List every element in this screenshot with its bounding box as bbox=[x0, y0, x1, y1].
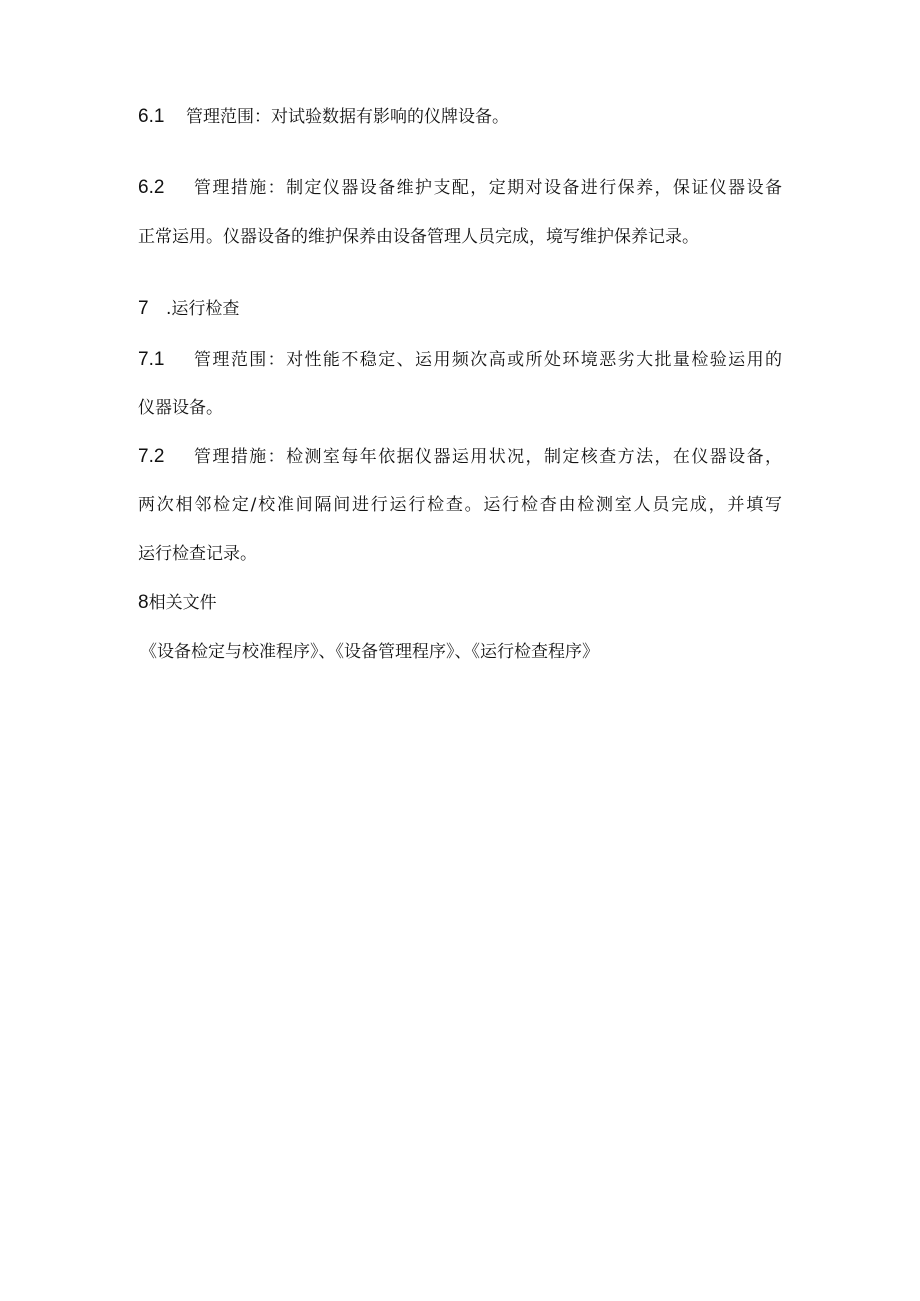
section-text: 管理范围：对试验数据有影响的仪牌设备。 bbox=[186, 107, 509, 127]
section-6-2-cont bbox=[138, 226, 699, 248]
section-7-1 bbox=[138, 349, 782, 371]
section-text-line: 两次相邻检定/校准间隔间进行运行检查。运行检杳由检测室人员完成，并填写 bbox=[138, 495, 782, 515]
section-number: 7.2 bbox=[138, 446, 165, 467]
section-number: 8 bbox=[138, 592, 149, 613]
section-number: 6.2 bbox=[138, 177, 165, 198]
section-6-2 bbox=[138, 177, 782, 199]
section-text-line: 运行检查记录。 bbox=[138, 544, 257, 564]
section-title: .运行检查 bbox=[166, 299, 240, 319]
section-7-2 bbox=[138, 446, 782, 468]
section-7-heading bbox=[138, 298, 239, 320]
section-number: 6.1 bbox=[138, 106, 165, 127]
section-text-line: 仪器设备。 bbox=[138, 398, 223, 418]
section-title: 相关文件 bbox=[148, 593, 217, 613]
related-documents-text: 《设备检定与校准程序》、《设备管理程序》、《运行检查程序》 bbox=[140, 642, 599, 662]
section-number: 7 bbox=[138, 298, 149, 319]
section-7-2-cont bbox=[138, 494, 782, 516]
section-8-heading bbox=[138, 592, 217, 614]
section-7-2-cont2 bbox=[138, 543, 257, 565]
section-6-1 bbox=[138, 106, 509, 128]
section-text-line: 正常运用。仪器设备的维护保养由设备管理人员完成，境写维护保养记录。 bbox=[138, 227, 699, 247]
section-text-line: 管理范围：对性能不稳定、运用频次高或所处环境恶劣大批量检验运用的 bbox=[194, 350, 782, 370]
section-7-1-cont bbox=[138, 397, 223, 419]
related-documents bbox=[140, 641, 599, 663]
section-text-line: 管理措施：制定仪器设备维护支配，定期对设备进行保养，保证仪器设备 bbox=[194, 178, 782, 198]
section-text-line: 管理措施：检测室每年依据仪器运用状况，制定核查方法，在仪器设备， bbox=[194, 447, 782, 467]
section-number: 7.1 bbox=[138, 349, 165, 370]
